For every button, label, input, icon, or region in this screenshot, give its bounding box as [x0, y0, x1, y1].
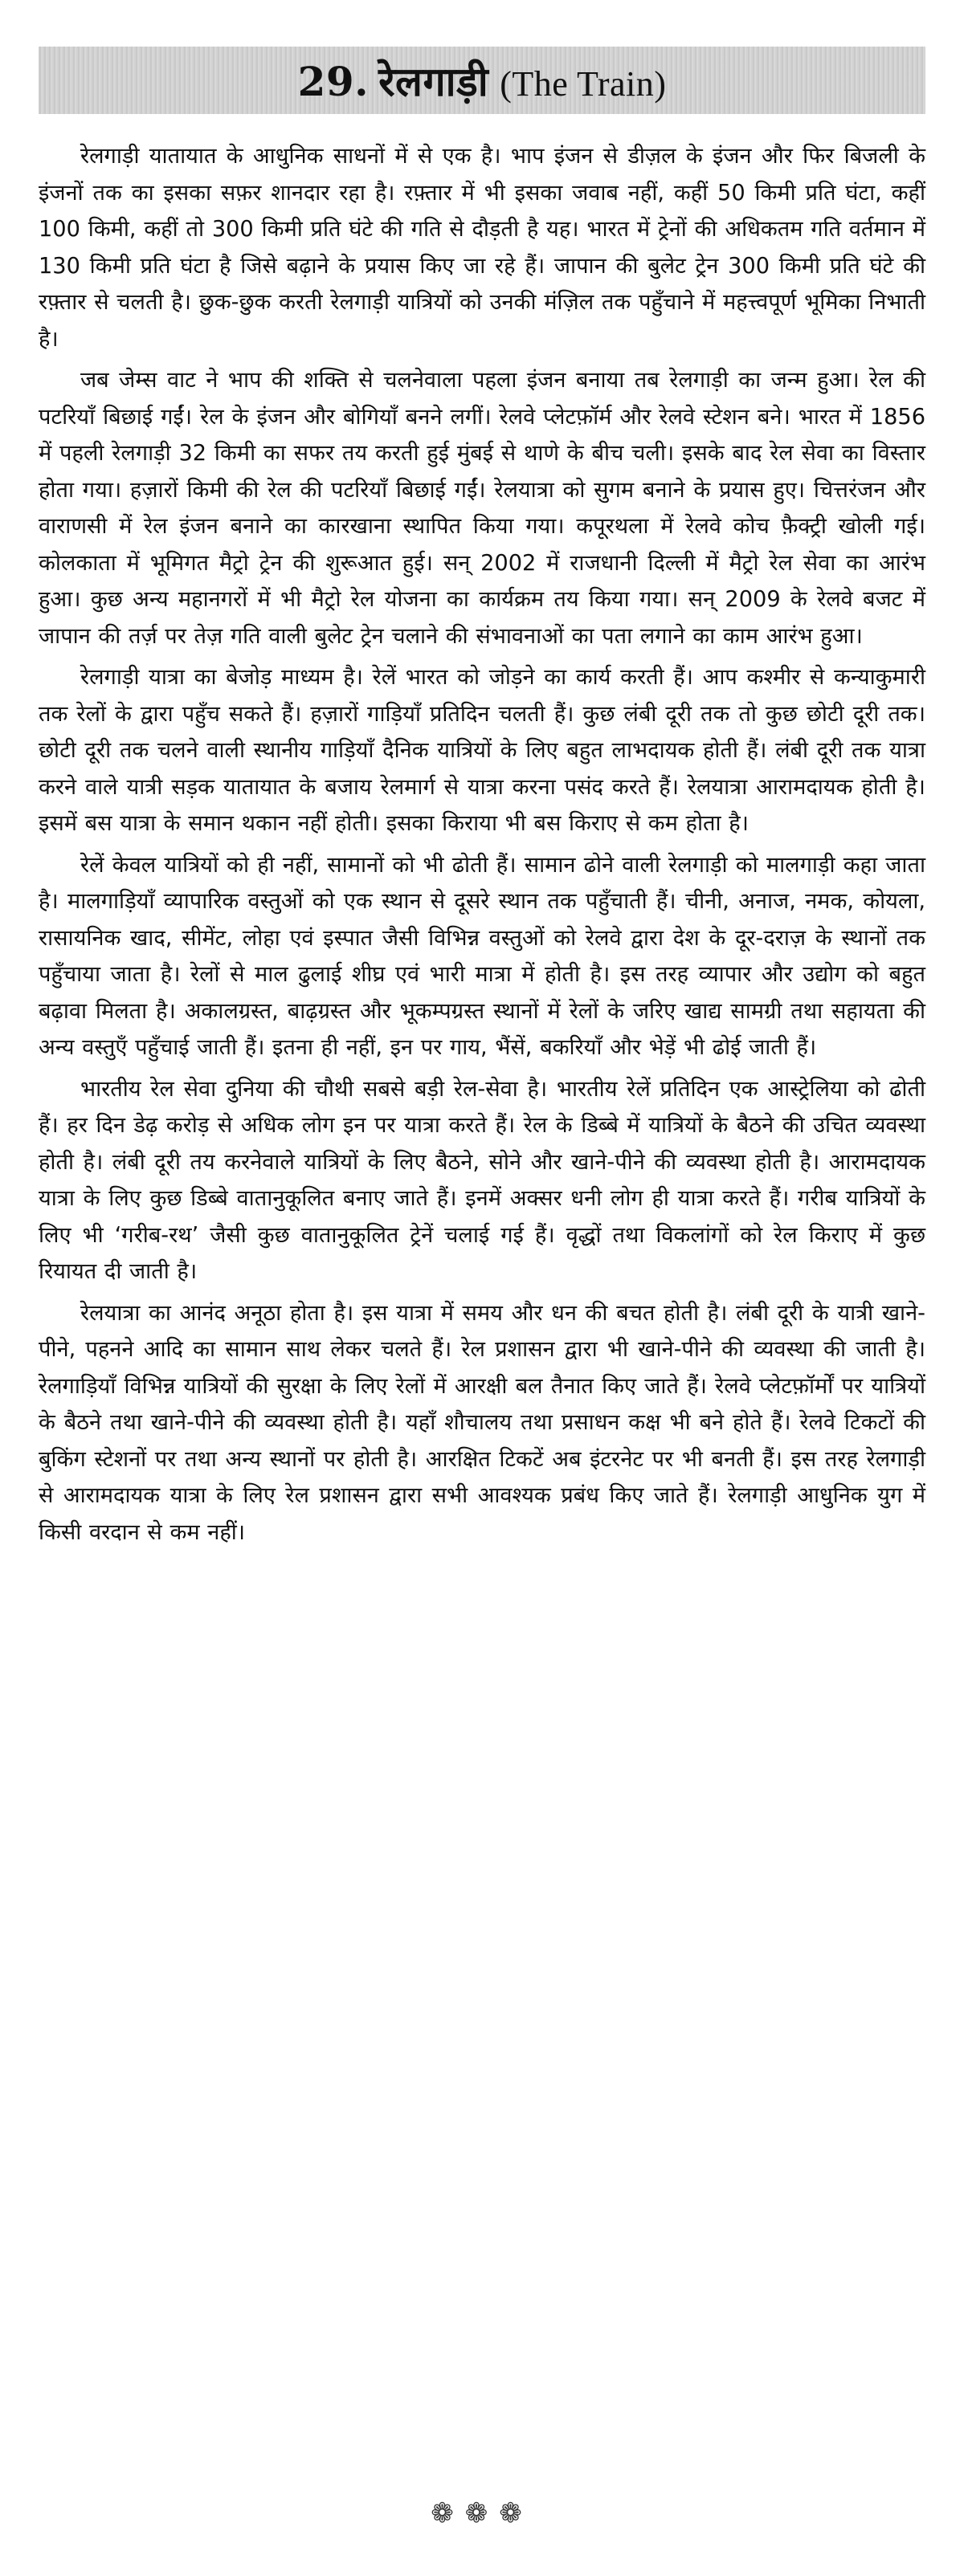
title-banner [39, 47, 925, 114]
essay-body [39, 138, 925, 1551]
paragraph-5: भारतीय रेल सेवा दुनिया की चौथी सबसे बड़ी रेल-सेवा है। भारतीय रेलें प्रतिदिन एक आस्ट्रेलिया को ढोती हैं। हर दिन डेढ़ करोड़ से अधिक लोग इन पर यात्रा करते हैं। रेल के डिब्बे में यात्रियों के बैठने की उचित व्यवस्था होती है। लंबी दूरी तय करनेवाले यात्रियों के लिए बैठने, सोने और खाने-पीने की व्यवस्था होती है। आरामदायक यात्रा के लिए कुछ डिब्बे वातानुकूलित बनाए जाते हैं। इनमें अक्सर धनी लोग ही यात्रा करते हैं। गरीब यात्रियों के लिए भी ‘गरीब-रथ’ जैसी कुछ वातानुकूलित ट्रेनें चलाई गई हैं। वृद्धों तथा विकलांगों को रेल किराए में कुछ रियायत दी जाती है। [39, 1076, 925, 1284]
paragraph-6: रेलयात्रा का आनंद अनूठा होता है। इस यात्रा में समय और धन की बचत होती है। लंबी दूरी के यात्री खाने-पीने, पहनने आदि का सामान साथ लेकर चलते हैं। रेल प्रशासन द्वारा भी खाने-पीने की व्यवस्था की जाती है। रेलगाड़ियाँ विभिन्न यात्रियों की सुरक्षा के लिए रेलों में आरक्षी बल तैनात किए जाते हैं। रेलवे प्लेटफ़ॉर्मों पर यात्रियों के बैठने तथा खाने-पीने की व्यवस्था होती है। यहाँ शौचालय तथा प्रसाधन कक्ष भी बने होते हैं। रेलवे टिकटों की बुकिंग स्टेशनों पर तथा अन्य स्थानों पर होती है। आरक्षित टिकटें अब इंटरनेट पर भी बनती हैं। इस तरह रेलगाड़ी से आरामदायक यात्रा के लिए रेल प्रशासन द्वारा सभी आवश्यक प्रबंध किए जाते हैं। रेलगाड़ी आधुनिक युग में किसी वरदान से कम नहीं। [39, 1300, 925, 1545]
title-english: (The Train) [500, 64, 667, 104]
flower-ornament-icon: ❁❁❁ [431, 2497, 533, 2529]
paragraph-4: रेलें केवल यात्रियों को ही नहीं, सामानों को भी ढोती हैं। सामान ढोने वाली रेलगाड़ी को मालगाड़ी कहा जाता है। मालगाड़ियाँ व्यापारिक वस्तुओं को एक स्थान से दूसरे स्थान तक पहुँचाती हैं। चीनी, अनाज, नमक, कोयला, रासायनिक खाद, सीमेंट, लोहा एवं इस्पात जैसी विभिन्न वस्तुओं को रेलवे द्वारा देश के दूर-दराज़ के स्थानों तक पहुँचाया जाता है। रेलों से माल ढुलाई शीघ्र एवं भारी मात्रा में होती है। इस तरह व्यापार और उद्योग को बहुत बढ़ावा मिलता है। अकालग्रस्त, बाढ़ग्रस्त और भूकम्पग्रस्त स्थानों में रेलों के जरिए खाद्य सामग्री तथा सहायता की अन्य वस्तुएँ पहुँचाई जाती हैं। इतना ही नहीं, इन पर गाय, भैंसें, बकरियाँ और भेड़ें भी ढोई जाती हैं। [39, 852, 925, 1060]
page-title [298, 53, 667, 108]
title-number: 29. [297, 58, 370, 105]
paragraph-2: जब जेम्स वाट ने भाप की शक्ति से चलनेवाला पहला इंजन बनाया तब रेलगाड़ी का जन्म हुआ। रेल की पटरियाँ बिछाई गईं। रेल के इंजन और बोगियाँ बनने लगीं। रेलवे प्लेटफ़ॉर्म और रेलवे स्टेशन बने। भारत में 1856 में पहली रेलगाड़ी 32 किमी का सफर तय करती हुई मुंबई से थाणे के बीच चली। इसके बाद रेल सेवा का विस्तार होता गया। हज़ारों किमी की रेल की पटरियाँ बिछाई गईं। रेलयात्रा को सुगम बनाने के प्रयास हुए। चित्तरंजन और वाराणसी में रेल इंजन बनाने का कारखाना स्थापित किया गया। कपूरथला में रेलवे कोच फ़ैक्ट्री खोली गई। कोलकाता में भूमिगत मैट्रो ट्रेन की शुरूआत हुई। सन् 2002 में राजधानी दिल्ली में मैट्रो रेल सेवा का आरंभ हुआ। कुछ अन्य महानगरों में भी मैट्रो रेल योजना का कार्यक्रम तय किया गया। सन् 2009 के रेलवे बजट में जापान की तर्ज़ पर तेज़ गति वाली बुलेट ट्रेन चलाने की संभावनाओं का पता लगाने का काम आरंभ हुआ। [39, 368, 925, 649]
paragraph-3: रेलगाड़ी यात्रा का बेजोड़ माध्यम है। रेलें भारत को जोड़ने का कार्य करती हैं। आप कश्मीर से कन्याकुमारी तक रेलों के द्वारा पहुँच सकते हैं। हज़ारों गाड़ियाँ प्रतिदिन चलती हैं। कुछ लंबी दूरी तक तो कुछ छोटी दूरी तक। छोटी दूरी तक चलने वाली स्थानीय गाड़ियाँ दैनिक यात्रियों के लिए बहुत लाभदायक होती हैं। लंबी दूरी तक यात्रा करने वाले यात्री सड़क यातायात के बजाय रेलमार्ग से यात्रा करना पसंद करते हैं। रेलयात्रा आरामदायक होती है। इसमें बस यात्रा के समान थकान नहीं होती। इसका किराया भी बस किराए से कम होता है। [39, 665, 925, 836]
paragraph-1: रेलगाड़ी यातायात के आधुनिक साधनों में से एक है। भाप इंजन से डीज़ल के इंजन और फिर बिजली के इंजनों तक का इसका सफ़र शानदार रहा है। रफ़्तार में भी इसका जवाब नहीं, कहीं 50 किमी प्रति घंटा, कहीं 100 किमी, कहीं तो 300 किमी प्रति घंटे की गति से दौड़ती है यह। भारत में ट्रेनों की अधिकतम गति वर्तमान में 130 किमी प्रति घंटा है जिसे बढ़ाने के प्रयास किए जा रहे हैं। जापान की बुलेट ट्रेन 300 किमी प्रति घंटे की रफ़्तार से चलती है। छुक-छुक करती रेलगाड़ी यात्रियों को उनकी मंज़िल तक पहुँचाने में महत्त्वपूर्ण भूमिका निभाती है। [39, 144, 925, 352]
title-hindi: रेलगाड़ी [378, 59, 489, 105]
